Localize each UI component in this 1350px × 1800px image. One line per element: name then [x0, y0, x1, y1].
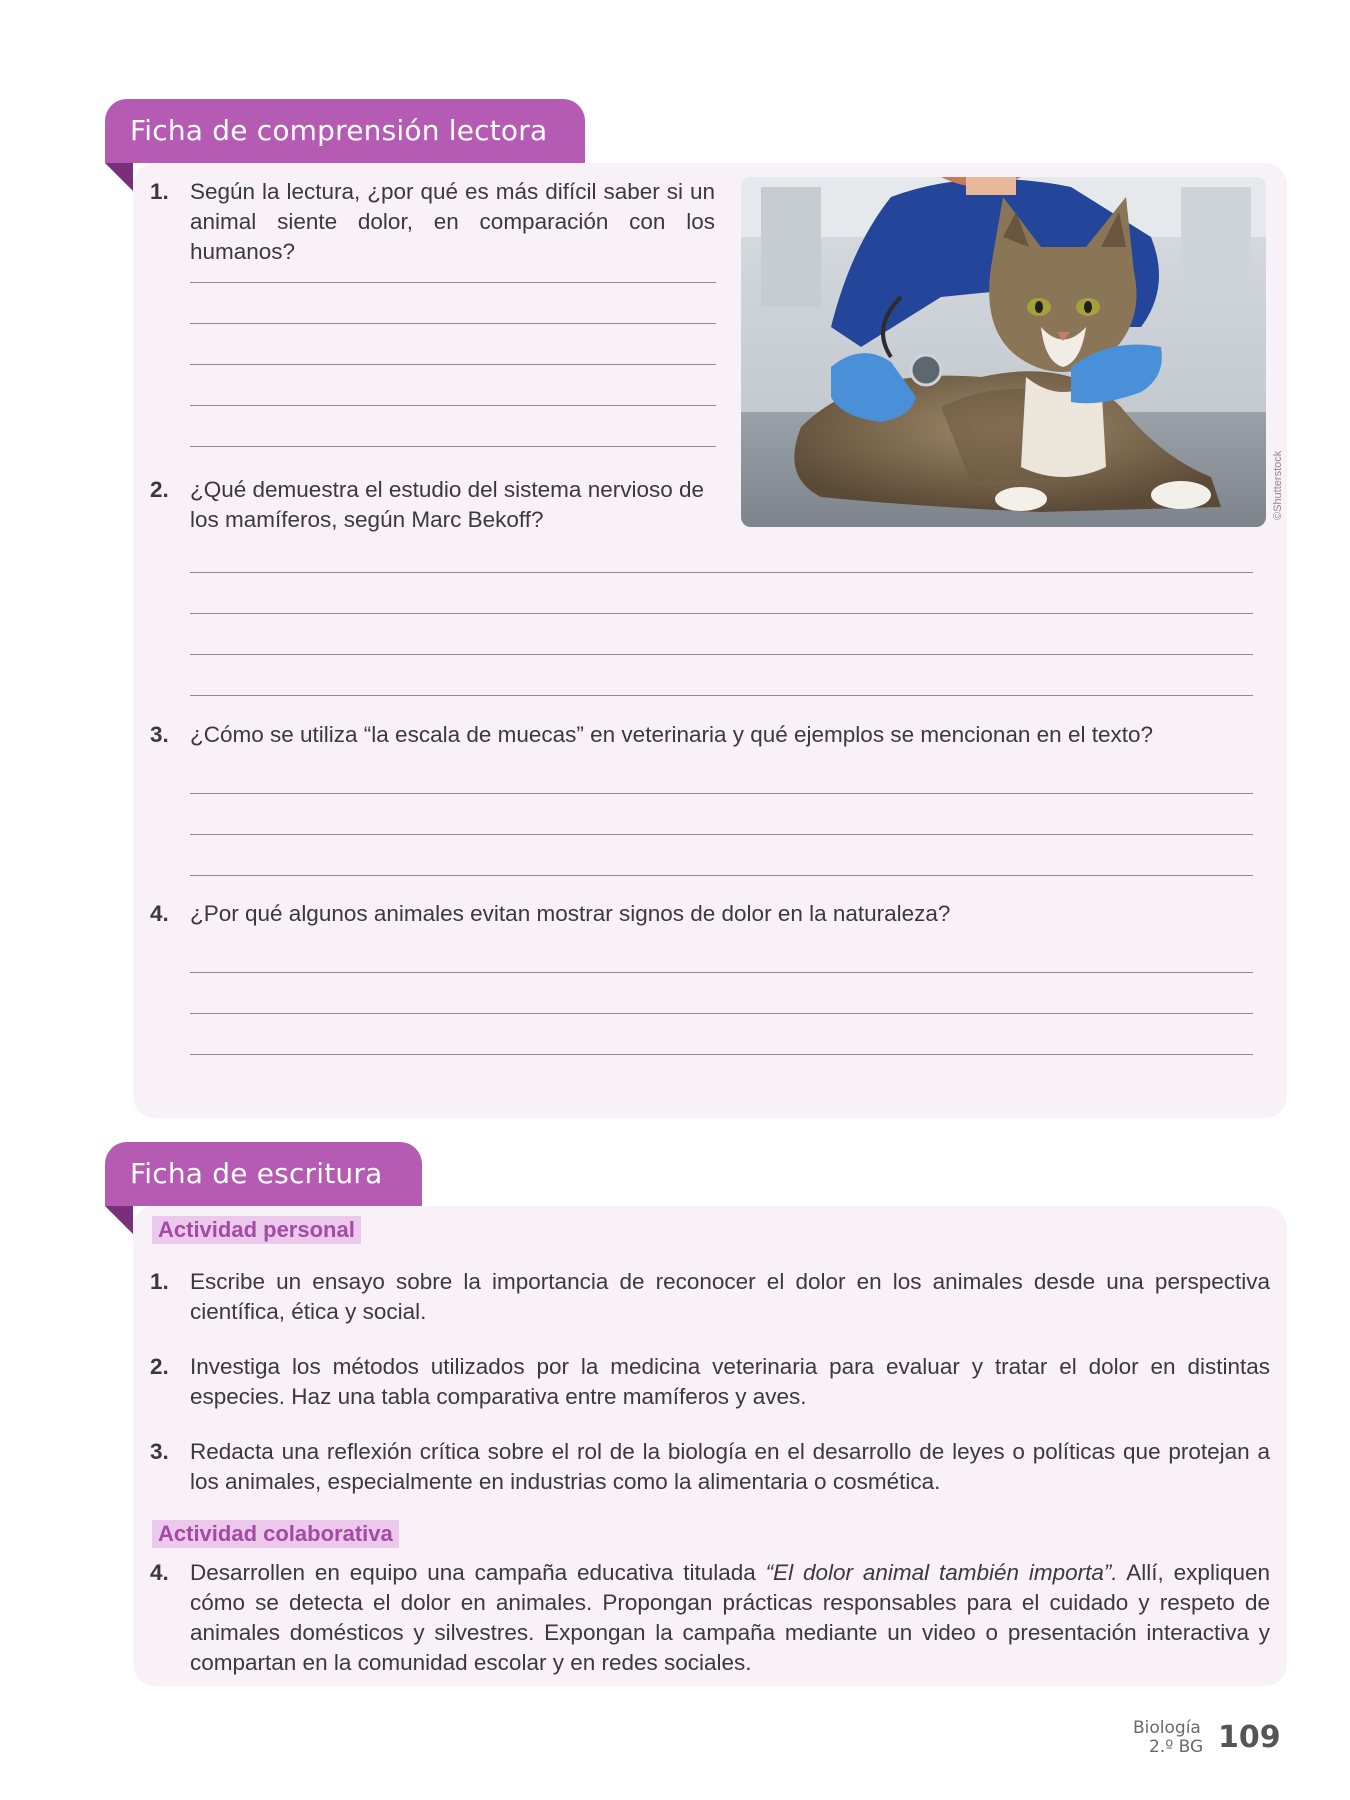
writing-item-4-text [190, 1558, 1270, 1678]
answer-line[interactable] [190, 282, 716, 283]
writing-item-3-number: 3. [150, 1439, 169, 1464]
answer-line[interactable] [190, 446, 716, 447]
vet-cat-photo [741, 177, 1266, 527]
answer-line[interactable] [190, 793, 1253, 794]
writing-item-2-text: Investiga los métodos utilizados por la medicina veterinaria para evaluar y tratar el dolor en distintas especies. Haz una tabla comparativa entre mamíferos y aves. [190, 1354, 1270, 1409]
vet-cat-illustration [741, 177, 1266, 527]
question-3-text: ¿Cómo se utiliza “la escala de muecas” en veterinaria y qué ejemplos se mencionan en el texto? [190, 722, 1153, 747]
footer-subject: Biología [1133, 1718, 1201, 1738]
question-1-number: 1. [150, 179, 169, 204]
collaborative-activity-label: Actividad colaborativa [152, 1520, 399, 1548]
question-4-text: ¿Por qué algunos animales evitan mostrar signos de dolor en la naturaleza? [190, 901, 951, 926]
answer-line[interactable] [190, 364, 716, 365]
writing-item-1-text: Escribe un ensayo sobre la importancia de reconocer el dolor en los animales desde una perspectiva científica, ética y social. [190, 1269, 1270, 1324]
question-3-number: 3. [150, 722, 169, 747]
answer-line[interactable] [190, 695, 1253, 696]
answer-line[interactable] [190, 875, 1253, 876]
writing-item-4-number: 4. [150, 1560, 169, 1585]
writing-tab-fold [105, 1206, 133, 1234]
answer-line[interactable] [190, 834, 1253, 835]
item-4-text-after: Allí, expliquen cómo se detecta el dolor en animales. Propongan prácticas responsables para el cuidado y respeto de animales domésticos y silvestres. Expongan la campaña mediante un video o presentación interactiva y compartan en la comunidad escolar y en redes sociales. [190, 1560, 1270, 1675]
question-2-number: 2. [150, 477, 169, 502]
item-4-text-before: Desarrollen en equipo una campaña educativa titulada [190, 1560, 766, 1585]
footer-grade: 2.º BG [1149, 1737, 1204, 1757]
writing-item-1-number: 1. [150, 1269, 169, 1294]
personal-activity-label: Actividad personal [152, 1216, 361, 1244]
comprehension-title: Ficha de comprensión lectora [105, 99, 585, 163]
writing-title: Ficha de escritura [105, 1142, 422, 1206]
answer-line[interactable] [190, 1054, 1253, 1055]
campaign-title: “El dolor animal también importa”. [765, 1560, 1118, 1585]
answer-line[interactable] [190, 654, 1253, 655]
writing-item-2-number: 2. [150, 1354, 169, 1379]
answer-line[interactable] [190, 972, 1253, 973]
comprehension-tab-fold [105, 163, 133, 191]
question-1-text: Según la lectura, ¿por qué es más difícil saber si un animal siente dolor, en comparación con los humanos? [190, 179, 715, 264]
question-2-text: ¿Qué demuestra el estudio del sistema nervioso de los mamíferos, según Marc Bekoff? [190, 477, 705, 532]
page-number: 109 [1218, 1720, 1281, 1755]
answer-line[interactable] [190, 613, 1253, 614]
writing-item-3-text: Redacta una reflexión crítica sobre el rol de la biología en el desarrollo de leyes o políticas que protejan a los animales, especialmente en industrias como la alimentaria o cosmética. [190, 1439, 1270, 1494]
question-4-number: 4. [150, 901, 169, 926]
answer-line[interactable] [190, 405, 716, 406]
image-credit: ©Shutterstock [1272, 450, 1284, 520]
answer-line[interactable] [190, 572, 1253, 573]
answer-line[interactable] [190, 1013, 1253, 1014]
answer-line[interactable] [190, 323, 716, 324]
